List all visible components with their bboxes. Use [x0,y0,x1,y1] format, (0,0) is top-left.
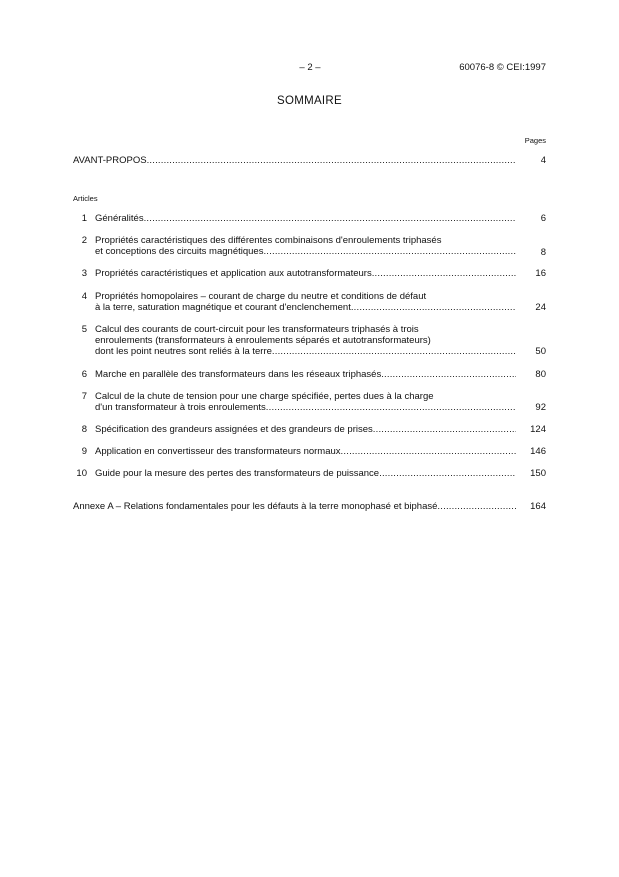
entry-page: 24 [535,302,546,313]
page-number: – 2 – [299,62,321,73]
entry-text: Calcul des courants de court-circuit pour les transformateurs triphasés à trois [95,324,419,335]
entry-text: et conceptions des circuits magnétiques [95,246,264,257]
document-reference: 60076-8 © CEI:1997 [459,62,546,73]
entry-page: 16 [535,268,546,279]
entry-page: 124 [530,424,546,435]
article-number: 5 [81,324,87,335]
entry-text: Annexe A – Relations fondamentales pour les défauts à la terre monophasé et biphasé [73,501,438,512]
article-number: 6 [81,369,87,380]
entry-page: 4 [540,155,546,166]
entry-text: Application en convertisseur des transformateurs normaux [95,446,341,457]
entry-page: 92 [535,402,546,413]
article-number: 4 [81,291,87,302]
entry-page: 150 [530,468,546,479]
entry-page: 50 [535,346,546,357]
article-number: 8 [81,424,87,435]
articles-label: Articles [73,194,98,203]
page-title: SOMMAIRE [276,95,342,107]
entry-text: Propriétés caractéristiques des différentes combinaisons d'enroulements triphasés [95,235,442,246]
pages-column-label: Pages [524,136,546,145]
article-number: 7 [81,391,87,402]
entry-page: 6 [540,213,546,224]
entry-text: Généralités [95,213,144,224]
entry-page: 164 [530,501,546,512]
entry-text: Guide pour la mesure des pertes des transformateurs de puissance [95,468,380,479]
entry-text: à la terre, saturation magnétique et courant d'enclenchement [95,302,351,313]
article-number: 3 [81,268,87,279]
article-number: 10 [76,468,87,479]
entry-text: Propriétés caractéristiques et application aux autotransformateurs [95,268,372,279]
article-number: 1 [81,213,87,224]
entry-text: Propriétés homopolaires – courant de charge du neutre et conditions de défaut [95,291,427,302]
entry-page: 8 [540,247,546,258]
entry-text: AVANT-PROPOS [73,155,147,166]
entry-text: Marche en parallèle des transformateurs dans les réseaux triphasés [95,369,382,380]
entry-page: 80 [535,369,546,380]
entry-text: Calcul de la chute de tension pour une charge spécifiée, pertes dues à la charge [95,391,434,402]
entry-text: dont les point neutres sont reliés à la terre [95,346,272,357]
entry-text: enroulements (transformateurs à enroulements séparés et autotransformateurs) [95,335,431,346]
entry-page: 146 [530,446,546,457]
article-number: 9 [81,446,87,457]
article-number: 2 [81,235,87,246]
entry-text: d'un transformateur à trois enroulements [95,402,266,413]
entry-text: Spécification des grandeurs assignées et des grandeurs de prises [95,424,373,435]
